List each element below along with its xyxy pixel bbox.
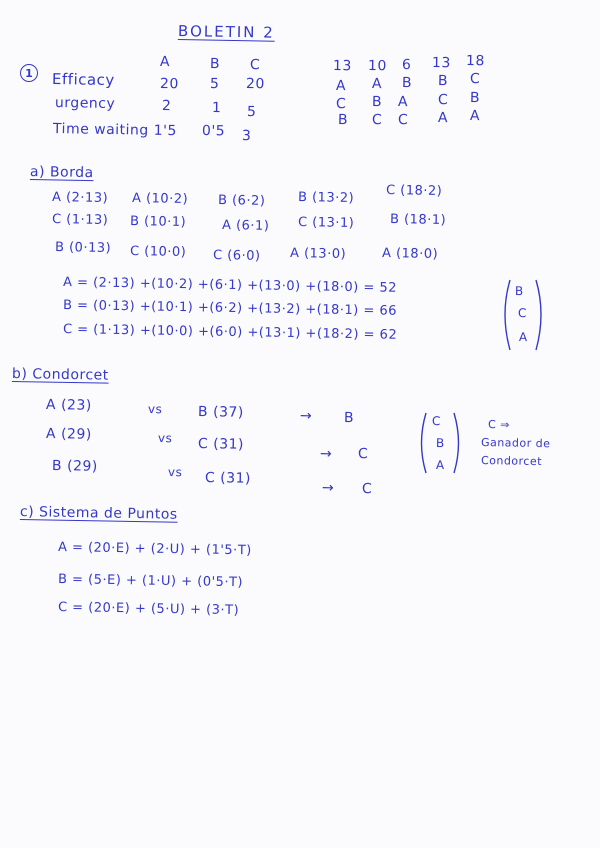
duel-arrow: → [319, 446, 333, 463]
condorcet-note: C ⇒ [487, 418, 511, 432]
section-heading-puntos: c) Sistema de Puntos [19, 504, 178, 523]
voter-count: 13 [332, 58, 352, 75]
pref-cell: B [469, 90, 481, 107]
cell-efficacy-b: 5 [209, 76, 220, 93]
duel-vs: vs [147, 402, 163, 417]
col-header-b: B [209, 56, 221, 73]
col-header-a: A [159, 54, 171, 71]
borda-sum-c: C = (1·13) +(10·0) +(6·0) +(13·1) +(18·2) = 62 [62, 322, 398, 343]
problem-number: 1 [20, 64, 38, 82]
duel-right: C (31) [197, 436, 245, 453]
duel-winner: B [343, 410, 355, 427]
borda-points: B (6·2) [217, 193, 266, 209]
borda-points: A (10·2) [131, 191, 189, 207]
duel-arrow: → [321, 480, 335, 497]
duel-vs: vs [157, 431, 173, 446]
pref-cell: B [401, 75, 413, 92]
duel-left: A (29) [45, 426, 92, 443]
section-heading-condorcet: b) Condorcet [11, 366, 109, 384]
borda-points: C (10·0) [129, 244, 187, 260]
voter-count: 18 [465, 53, 485, 70]
condorcet-rank-1: C [431, 414, 442, 429]
borda-points: C (1·13) [51, 212, 109, 228]
pref-cell: B [437, 73, 449, 90]
borda-rank-1: B [514, 284, 524, 299]
pref-cell: C [469, 71, 481, 88]
row-label-time-waiting: Time waiting 1'5 [52, 121, 178, 140]
cell-efficacy-a: 20 [159, 76, 179, 93]
borda-points: B (0·13) [54, 240, 112, 256]
pref-cell: C [371, 112, 383, 129]
condorcet-note: Ganador de [480, 436, 551, 451]
pref-cell: C [397, 112, 409, 129]
pref-cell: A [469, 108, 481, 125]
borda-points: A (18·0) [381, 246, 439, 262]
borda-rank-3: A [518, 330, 528, 345]
voter-count: 10 [367, 58, 387, 75]
row-label-urgency: urgency [54, 95, 116, 113]
duel-left: B (29) [51, 458, 98, 475]
puntos-formula-a: A = (20·E) + (2·U) + (1'5·T) [57, 540, 252, 559]
pref-cell: A [397, 94, 409, 111]
duel-right: B (37) [197, 404, 244, 421]
cell-time-c: 3 [241, 128, 252, 145]
borda-points: C (13·1) [297, 215, 355, 231]
duel-winner: C [357, 446, 369, 463]
pref-cell: C [437, 92, 449, 109]
section-heading-borda: a) Borda [29, 164, 94, 182]
borda-sum-a: A = (2·13) +(10·2) +(6·1) +(13·0) +(18·0) = 52 [62, 275, 398, 296]
pref-cell: B [337, 112, 349, 129]
borda-points: A (2·13) [51, 190, 109, 206]
puntos-formula-b: B = (5·E) + (1·U) + (0'5·T) [57, 572, 244, 591]
duel-left: A (23) [45, 397, 92, 414]
condorcet-note: Condorcet [480, 454, 543, 469]
pref-cell: A [335, 78, 347, 95]
borda-sum-b: B = (0·13) +(10·1) +(6·2) +(13·2) +(18·1) = 66 [62, 298, 398, 319]
borda-points: C (6·0) [212, 248, 261, 264]
borda-points: B (10·1) [129, 214, 187, 230]
borda-points: A (13·0) [289, 246, 347, 262]
borda-rank-2: C [517, 306, 528, 321]
cell-urgency-b: 1 [211, 100, 222, 117]
pref-cell: C [335, 96, 347, 113]
duel-vs: vs [167, 465, 183, 480]
duel-arrow: → [299, 408, 313, 425]
voter-count: 13 [431, 55, 451, 72]
row-label-efficacy: Efficacy [51, 70, 115, 90]
borda-points: A (6·1) [221, 218, 270, 234]
cell-urgency-c: 5 [246, 104, 257, 121]
duel-right: C (31) [204, 470, 252, 487]
duel-winner: C [361, 481, 373, 498]
borda-points: B (18·1) [389, 212, 447, 228]
condorcet-rank-3: A [435, 458, 445, 473]
borda-points: C (18·2) [385, 183, 443, 199]
condorcet-rank-2: B [435, 436, 445, 451]
cell-efficacy-c: 20 [245, 76, 265, 93]
page-title: BOLETIN 2 [177, 22, 275, 42]
cell-urgency-a: 2 [161, 98, 172, 115]
cell-time-b: 0'5 [201, 123, 226, 140]
pref-cell: B [371, 94, 383, 111]
puntos-formula-c: C = (20·E) + (5·U) + (3·T) [57, 600, 240, 619]
borda-points: B (13·2) [297, 190, 355, 206]
pref-cell: A [437, 110, 449, 127]
col-header-c: C [249, 57, 261, 74]
voter-count: 6 [401, 57, 412, 74]
pref-cell: A [371, 76, 383, 93]
